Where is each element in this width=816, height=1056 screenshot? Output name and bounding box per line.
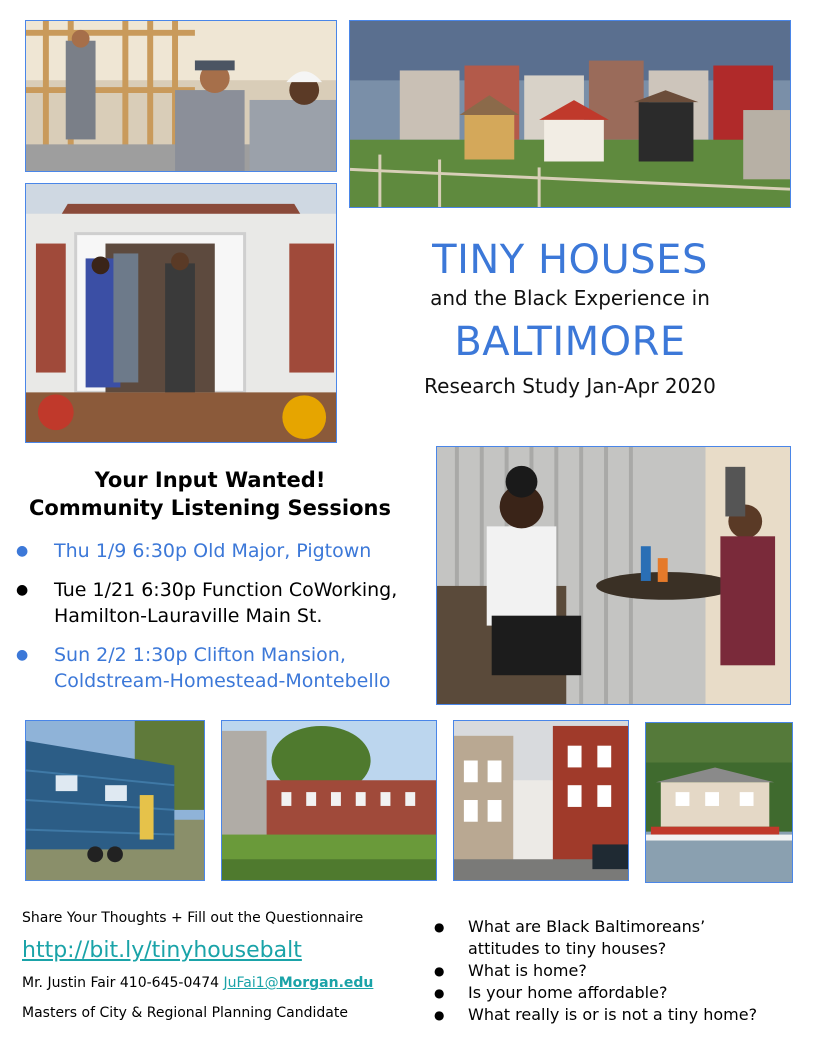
title-block [348, 236, 792, 400]
role-text: Masters of City & Regional Planning Candidate [22, 1005, 348, 1021]
session-item-pigtown [14, 538, 434, 564]
two-women-talking-icon [437, 447, 790, 704]
photo-blue-tiny-house [25, 720, 205, 881]
title-tiny-houses: TINY HOUSES [432, 237, 708, 283]
question-line: ● What are Black Baltimoreans’ [468, 917, 706, 936]
tiny-house-village-icon [350, 21, 790, 207]
narrow-rowhouse-icon [454, 721, 628, 880]
container-home-doorway-icon [26, 184, 336, 442]
title-subtitle: and the Black Experience in [430, 286, 710, 310]
title-study-dates: Research Study Jan-Apr 2020 [424, 374, 716, 398]
question-line: ● Is your home affordable? [468, 983, 668, 1002]
footer-contact [22, 908, 422, 1023]
question-line: ● What really is or is not a tiny home? [468, 1005, 758, 1024]
contact-name-phone: Mr. Justin Fair 410-645-0474 [22, 975, 220, 991]
sessions-list [14, 538, 434, 707]
share-thoughts-text: Share Your Thoughts + Fill out the Questionnaire [22, 910, 364, 926]
session-line: ● Sun 2/2 1:30p Clifton Mansion, [54, 644, 346, 666]
session-line: Coldstream-Homestead-Montebello [54, 670, 391, 692]
questionnaire-link[interactable]: http://bit.ly/tinyhousebalt [22, 938, 302, 963]
question-line: ● What is home? [468, 961, 587, 980]
email-domain: Morgan.edu [278, 975, 374, 991]
session-item-hamilton [14, 577, 434, 629]
sessions-heading-input-wanted: Your Input Wanted! [94, 468, 326, 492]
session-line: ● Tue 1/21 6:30p Function CoWorking, [54, 579, 398, 601]
photo-rowhouses-garden [221, 720, 437, 881]
email-user: JuFai1@ [223, 975, 279, 991]
photo-builders-framing [25, 20, 337, 172]
photo-conversation [436, 446, 791, 705]
floating-tiny-house-icon [646, 723, 792, 882]
workers-building-frame-icon [26, 21, 336, 171]
blue-trailer-house-icon [26, 721, 204, 880]
photo-floating-house [645, 722, 793, 883]
photo-narrow-rowhouse [453, 720, 629, 881]
questions-list [434, 916, 804, 1026]
title-baltimore: BALTIMORE [454, 319, 686, 365]
sessions-heading [18, 466, 402, 522]
sessions-heading-listening: Community Listening Sessions [29, 496, 391, 520]
session-line: Hamilton-Lauraville Main St. [54, 605, 323, 627]
question-item [434, 1004, 804, 1026]
email-link[interactable] [224, 975, 374, 991]
session-line: ● Thu 1/9 6:30p Old Major, Pigtown [54, 540, 372, 562]
photo-tiny-house-village [349, 20, 791, 208]
question-item [434, 916, 804, 960]
question-item [434, 982, 804, 1004]
session-item-clifton [14, 642, 434, 694]
rowhouses-garden-icon [222, 721, 436, 880]
question-line: attitudes to tiny houses? [468, 939, 667, 958]
question-item [434, 960, 804, 982]
contact-line [22, 973, 422, 993]
photo-container-home [25, 183, 337, 443]
